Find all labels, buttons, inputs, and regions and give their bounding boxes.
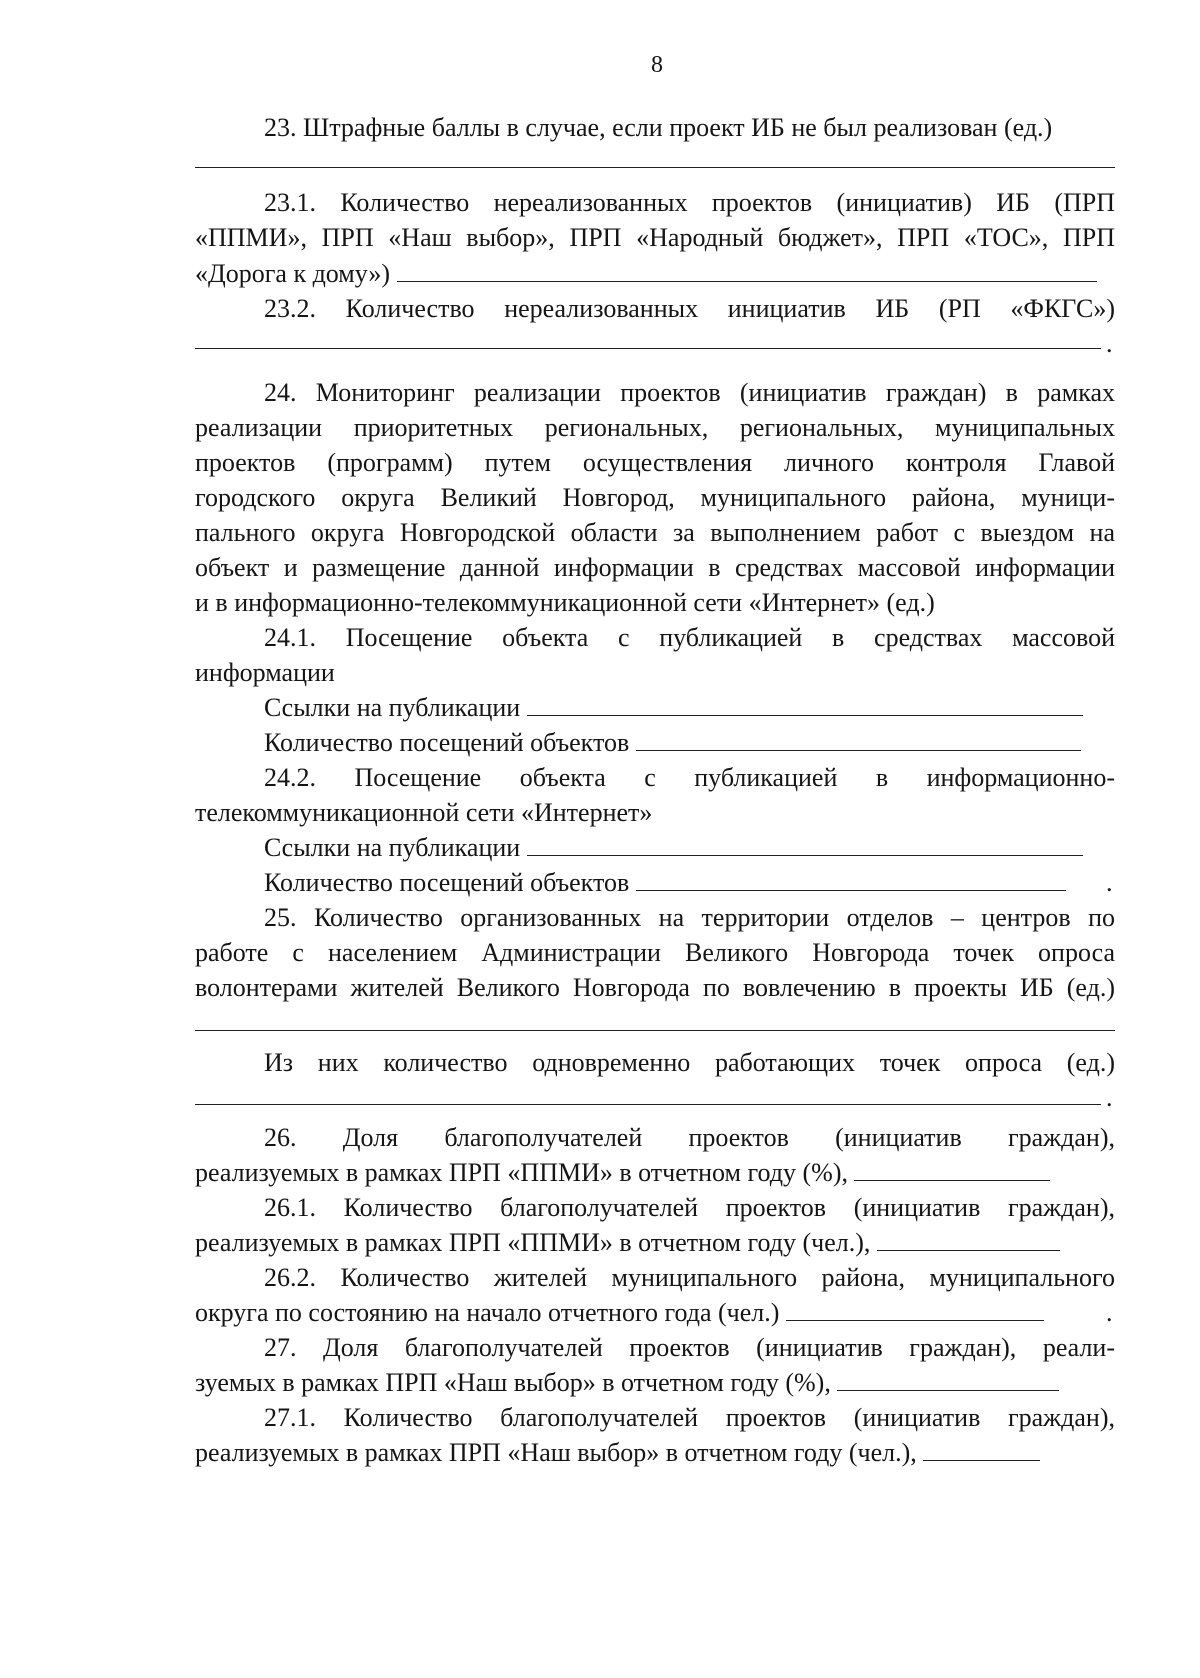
item-27-line-1: 27. Доля благополучателей проектов (инициатив граждан), реали- (264, 1333, 1115, 1362)
item-25-line-3: волонтерами жителей Великого Новгорода по вовлечению в проекты ИБ (ед.) (195, 973, 1115, 1002)
item-24-1-links (195, 690, 1184, 725)
item-27-1-line-2 (195, 1435, 1115, 1470)
item-24-1-visits (195, 725, 1184, 760)
item-26-2-text: округа по состоянию на начало отчетного года (чел.) (195, 1298, 780, 1327)
item-24-1-line-2: информации (195, 658, 335, 687)
item-23-1-line-1: 23.1. Количество нереализованных проектов (инициатив) ИБ (ПРП (264, 188, 1115, 217)
item-24-line-6: объект и размещение данной информации в средствах массовой информации (195, 553, 1115, 582)
period-mark: . (1106, 329, 1113, 358)
answer-line-26-2 (786, 1296, 1044, 1321)
answer-line-23 (195, 167, 1115, 168)
item-24-line-7: и в информационно-телекоммуникационной сети «Интернет» (ед.) (195, 588, 935, 617)
answer-line-24-2-links (527, 831, 1083, 856)
item-24-line-2: реализации приоритетных региональных, региональных, муниципальных (195, 413, 1115, 442)
item-25-sub-line-1: Из них количество одновременно работающих точек опроса (ед.) (264, 1048, 1115, 1077)
item-24-line-3: проектов (программ) путем осуществления личного контроля Главой (195, 448, 1115, 477)
item-23-1-line-3 (195, 256, 1115, 291)
item-26-1-text: реализуемых в рамках ПРП «ППМИ» в отчетном году (чел.), (195, 1228, 871, 1257)
answer-line-26-1 (877, 1226, 1060, 1251)
item-24-line-4: городского округа Великий Новгород, муниципального района, муници- (195, 483, 1115, 512)
answer-line-23-2 (195, 348, 1101, 349)
item-26-2-line-2 (195, 1295, 1115, 1330)
item-27-1-text: реализуемых в рамках ПРП «Наш выбор» в отчетном году (чел.), (195, 1438, 917, 1467)
item-24-2-line-2: телекоммуникационной сети «Интернет» (195, 798, 653, 827)
answer-line-26 (854, 1156, 1050, 1181)
page-number: 8 (651, 52, 663, 78)
period-mark: . (1106, 1298, 1113, 1327)
links-label: Ссылки на публикации (264, 693, 521, 722)
item-25-line-2: работе с населением Администрации Великого Новгорода точек опроса (195, 938, 1115, 967)
period-mark: . (1106, 868, 1113, 897)
item-26-line-2 (195, 1155, 1115, 1190)
answer-line-27-1 (923, 1436, 1040, 1461)
visits-label: Количество посещений объектов (264, 868, 630, 897)
answer-line-25-sub (195, 1104, 1101, 1105)
answer-line-23-1 (397, 257, 1097, 282)
answer-line-27 (837, 1366, 1059, 1391)
item-26-1-line-2 (195, 1225, 1115, 1260)
item-27-line-2 (195, 1365, 1115, 1400)
item-26-2-line-1: 26.2. Количество жителей муниципального района, муниципального (264, 1263, 1115, 1292)
answer-line-24-2-visits (636, 866, 1066, 891)
item-26-1-line-1: 26.1. Количество благополучателей проектов (инициатив граждан), (264, 1193, 1115, 1222)
period-mark: . (1106, 1083, 1113, 1112)
answer-line-24-1-links (527, 691, 1083, 716)
answer-line-24-1-visits (636, 726, 1081, 751)
item-24-2-line-1: 24.2. Посещение объекта с публикацией в информационно- (264, 763, 1115, 792)
item-24-line-1: 24. Мониторинг реализации проектов (инициатив граждан) в рамках (264, 378, 1115, 407)
item-23-1-line-2: «ППМИ», ПРП «Наш выбор», ПРП «Народный бюджет», ПРП «ТОС», ПРП (195, 223, 1115, 252)
item-24-2-links (195, 830, 1184, 865)
item-24-line-5: пального округа Новгородской области за выполнением работ с выездом на (195, 518, 1115, 547)
item-27-text: зуемых в рамках ПРП «Наш выбор» в отчетном году (%), (195, 1368, 831, 1397)
item-27-1-line-1: 27.1. Количество благополучателей проектов (инициатив граждан), (264, 1403, 1115, 1432)
item-25-line-1: 25. Количество организованных на территории отделов – центров по (264, 903, 1115, 932)
item-23-line-1: 23. Штрафные баллы в случае, если проект ИБ не был реализован (ед.) (264, 113, 1053, 142)
item-24-2-visits (195, 865, 1184, 900)
answer-line-25 (195, 1030, 1115, 1031)
item-23-1-text: «Дорога к дому») (195, 259, 391, 288)
item-23-2-line-1: 23.2. Количество нереализованных инициатив ИБ (РП «ФКГС») (264, 294, 1115, 323)
item-26-text: реализуемых в рамках ПРП «ППМИ» в отчетном году (%), (195, 1158, 848, 1187)
item-26-line-1: 26. Доля благополучателей проектов (инициатив граждан), (264, 1123, 1115, 1152)
visits-label: Количество посещений объектов (264, 728, 630, 757)
item-24-1-line-1: 24.1. Посещение объекта с публикацией в средствах массовой (264, 623, 1115, 652)
links-label: Ссылки на публикации (264, 833, 521, 862)
